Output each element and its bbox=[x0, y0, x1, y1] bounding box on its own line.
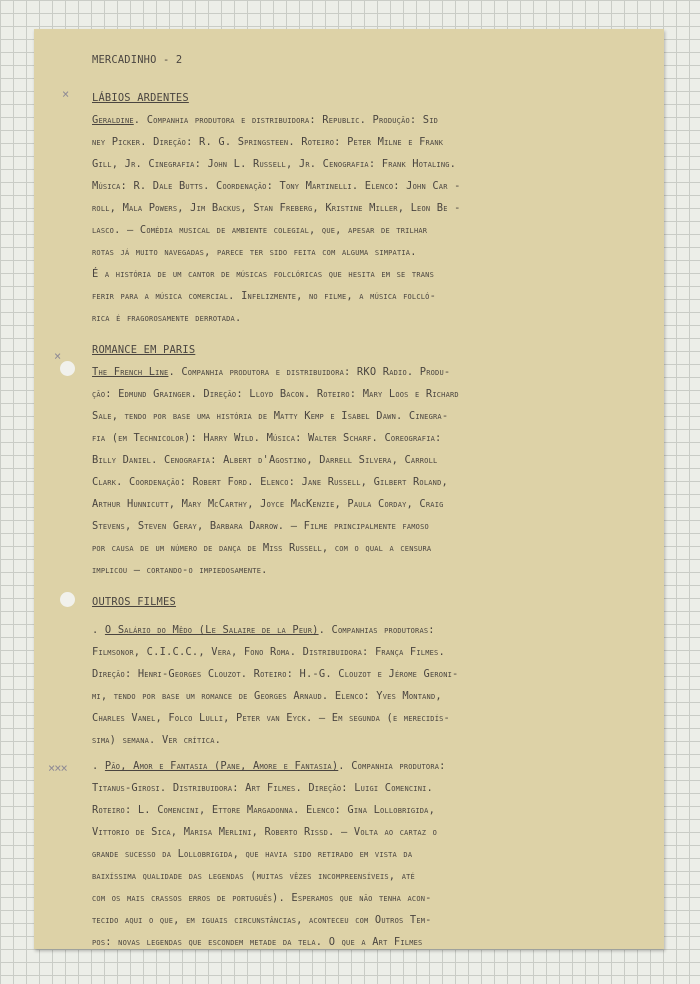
review-line: . O Salário do Mêdo (Le Salaire de la Peur). Companhias produtoras: bbox=[92, 624, 435, 636]
review-line: ção: Edmund Grainger. Direção: Lloyd Bacon. Roteiro: Mary Loos e Richard bbox=[92, 388, 459, 400]
review-line: Gill, Jr. Cinegrafia: John L. Russell, Jr. Cenografia: Frank Hotaling. bbox=[92, 158, 457, 170]
film-title: O Salário do Mêdo (Le Salaire de la Peur) bbox=[104, 624, 319, 636]
punch-hole-top bbox=[60, 361, 75, 376]
review-line: fia (em Technicolor): Harry Wild. Música: Walter Scharf. Coreografia: bbox=[92, 432, 442, 444]
page-header: MERCADINHO - 2 bbox=[92, 54, 183, 66]
typewritten-page bbox=[34, 29, 664, 949]
review-line: Sale, tendo por base uma história de Matty Kemp e Isabel Dawn. Cinegra- bbox=[92, 410, 449, 422]
section-title-outros: OUTROS FILMES bbox=[92, 596, 176, 608]
review-line: Arthur Hunnicutt, Mary McCarthy, Joyce MacKenzie, Paula Corday, Craig bbox=[92, 498, 444, 510]
review-line: por causa de um número de dança de Miss Russell, com o qual a censura bbox=[92, 542, 432, 554]
review-line: Stevens, Steven Geray, Barbara Darrow. — Filme principalmente famoso bbox=[92, 520, 429, 532]
review-line: Charles Vanel, Folco Lulli, Peter van Eyck. — Em segunda (e merecidís- bbox=[92, 712, 450, 724]
review-line: sima) semana. Ver crítica. bbox=[92, 734, 222, 746]
review-line: ney Picker. Direção: R. G. Springsteen. Roteiro: Peter Milne e Frank bbox=[92, 136, 444, 148]
review-line: baixíssima qualidade das legendas (muitas vêzes incompreensíveis, até bbox=[92, 870, 415, 882]
film-title: Geraldine bbox=[92, 114, 134, 126]
margin-mark-3: ××× bbox=[48, 761, 67, 775]
review-line: . Pão, Amor e Fantasia (Pane, Amore e Fantasia). Companhia produtora: bbox=[92, 760, 446, 772]
review-line: Clark. Coordenação: Robert Ford. Elenco: Jane Russell, Gilbert Roland, bbox=[92, 476, 448, 488]
review-line: grande sucesso da Lollobrigida, que havia sido retirado em vista da bbox=[92, 848, 413, 860]
review-line: mi, tendo por base um romance de Georges Arnaud. Elenco: Yves Montand, bbox=[92, 690, 442, 702]
review-line: tecido aqui o que, em iguais circunstâncias, aconteceu com Outros Tem- bbox=[92, 914, 432, 926]
punch-hole-bottom bbox=[60, 592, 75, 607]
review-line: rotas já muito navegadas, parece ter sido feita com alguma simpatia. bbox=[92, 246, 417, 258]
review-line: implicou — cortando-o impiedosamente. bbox=[92, 564, 268, 576]
review-line: Titanus-Girosi. Distribuidora: Art Filmes. Direção: Luigi Comencini. bbox=[92, 782, 434, 794]
review-line: Billy Daniel. Cenografia: Albert d'Agostino, Darrell Silvera, Carroll bbox=[92, 454, 438, 466]
review-line: rica é fragorosamente derrotada. bbox=[92, 312, 242, 324]
margin-mark-1: × bbox=[62, 87, 69, 101]
review-line: The French Line. Companhia produtora e distribuidora: RKO Radio. Produ- bbox=[92, 366, 451, 378]
review-line: Filmsonor, C.I.C.C., Vera, Fono Roma. Distribuidora: França Filmes. bbox=[92, 646, 445, 658]
section-title-labios: LÁBIOS ARDENTES bbox=[92, 92, 189, 104]
film-title: The French Line bbox=[92, 366, 169, 378]
review-line: pos: novas legendas que escondem metade da tela. O que a Art Filmes bbox=[92, 936, 423, 948]
review-line: Vittorio de Sica, Marisa Merlini, Roberto Rissd. — Volta ao cartaz o bbox=[92, 826, 438, 838]
review-line: com os mais crassos erros de português). Esperamos que não tenha acon- bbox=[92, 892, 432, 904]
review-line: Roteiro: L. Comencini, Ettore Margadonna. Elenco: Gina Lollobrigida, bbox=[92, 804, 436, 816]
review-line: lasco. — Comédia musical de ambiente colegial, que, apesar de trilhar bbox=[92, 224, 428, 236]
review-line: Música: R. Dale Butts. Coordenação: Tony Martinelli. Elenco: John Car - bbox=[92, 180, 461, 192]
review-line: ferir para a música comercial. Infelizmente, no filme, a música folcló- bbox=[92, 290, 437, 302]
review-line: É a história de um cantor de músicas folclóricas que hesita em se trans bbox=[92, 268, 434, 280]
review-line: roll, Mala Powers, Jim Backus, Stan Freberg, Kristine Miller, Leon Be - bbox=[92, 202, 461, 214]
section-title-romance: ROMANCE EM PARIS bbox=[92, 344, 196, 356]
margin-mark-2: × bbox=[54, 349, 61, 363]
review-line: Geraldine. Companhia produtora e distribuidora: Republic. Produção: Sid bbox=[92, 114, 439, 126]
review-line: Direção: Henri-Georges Clouzot. Roteiro: H.-G. Clouzot e Jérome Geroni- bbox=[92, 668, 459, 680]
film-title: Pão, Amor e Fantasia (Pane, Amore e Fantasia) bbox=[104, 760, 339, 772]
